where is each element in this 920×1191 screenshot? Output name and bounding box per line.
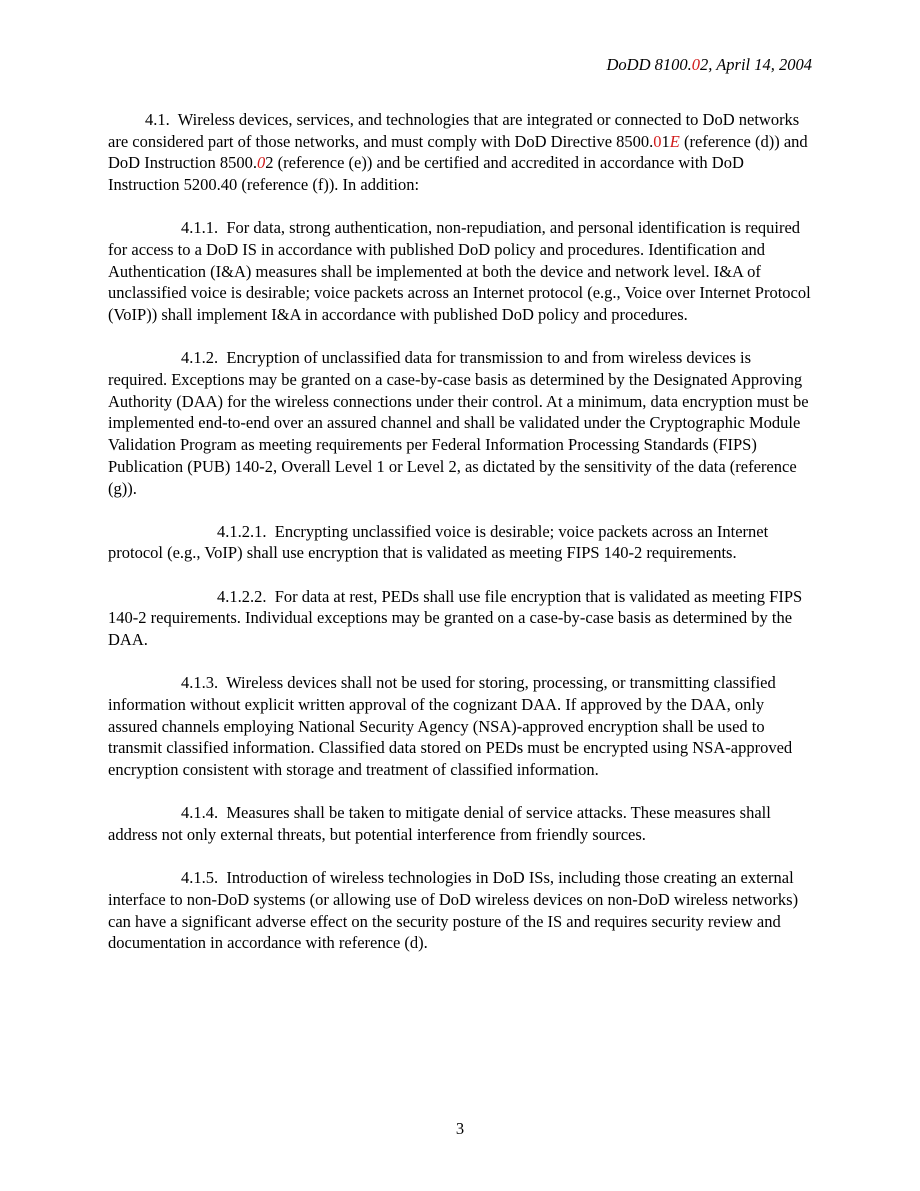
paragraph-text: Encrypting unclassified voice is desirable; voice packets across an Internet protocol (e.g., VoIP) shall use encryption that is validated as meeting FIPS 140-2 requirements. xyxy=(108,521,769,563)
paragraph-number: 4.1.1. xyxy=(181,218,219,238)
change-mark: E xyxy=(669,131,680,151)
paragraph-number: 4.1.3. xyxy=(181,673,219,693)
running-header xyxy=(607,54,813,76)
header-change-mark: 0 xyxy=(691,55,700,74)
paragraph-number: 4.1.4. xyxy=(181,803,219,823)
paragraph-number: 4.1.5. xyxy=(181,868,219,888)
change-mark: 0 xyxy=(653,131,662,151)
paragraph-text: 2 (reference (e)) and be certified and accredited in accordance with DoD Instruction 5200.40 (reference (f)). In addition: xyxy=(108,153,744,195)
paragraph-number: 4.1.2. xyxy=(181,348,219,368)
paragraph-4-1-4 xyxy=(108,802,812,845)
paragraph-text: Introduction of wireless technologies in DoD ISs, including those creating an external interface to non-DoD systems (or allowing use of DoD wireless devices on non-DoD wireless networks) can have a significant adverse effect on the security posture of the IS and requires security review and documentation in accordance with reference (d). xyxy=(108,868,799,953)
document-body xyxy=(108,109,812,976)
paragraph-text: For data, strong authentication, non-repudiation, and personal identification is required for access to a DoD IS in accordance with published DoD policy and procedures. Identification and Authentication (I&A) measures shall be implemented at both the device and network level. I&A of unclassified voice is desirable; voice packets across an Internet protocol (e.g., Voice over Internet Protocol (VoIP)) shall implement I&A in accordance with published DoD policy and procedures. xyxy=(108,218,811,325)
paragraph-text: For data at rest, PEDs shall use file encryption that is validated as meeting FIPS 140-2 requirements. Individual exceptions may be granted on a case-by-case basis as determined by the DAA. xyxy=(108,586,803,650)
page-number: 3 xyxy=(455,1119,465,1138)
paragraph-4-1-5 xyxy=(108,867,812,954)
paragraph-text: 1 xyxy=(661,131,670,151)
paragraph-text: Wireless devices, services, and technologies that are integrated or connected to DoD networks are considered part of those networks, and must comply with DoD Directive 8500. xyxy=(108,110,800,151)
paragraph-text: Encryption of unclassified data for transmission to and from wireless devices is required. Exceptions may be granted on a case-by-case basis as determined by the Designated Approving Authority (DAA) for the wireless connections under their control. At a minimum, data encryption must be implemented end-to-end over an assured channel and shall be validated under the Cryptographic Module Validation Program as meeting requirements per Federal Information Processing Standards (FIPS) Publication (PUB) 140-2, Overall Level 1 or Level 2, as dictated by the sensitivity of the data (reference (g)). xyxy=(108,348,809,498)
paragraph-4-1 xyxy=(108,109,812,196)
paragraph-text: (reference (d)) and DoD Instruction 8500. xyxy=(108,131,808,173)
paragraph-number: 4.1.2.2. xyxy=(217,586,267,606)
paragraph-4-1-2-2 xyxy=(108,586,812,651)
paragraph-text: Measures shall be taken to mitigate denial of service attacks. These measures shall address not only external threats, but potential interference from friendly sources. xyxy=(108,803,771,844)
paragraph-number: 4.1. xyxy=(145,110,170,129)
paragraph-number: 4.1.2.1. xyxy=(217,521,267,541)
paragraph-text: Wireless devices shall not be used for storing, processing, or transmitting classified information without explicit written approval of the cognizant DAA. If approved by the DAA, only assured channels employing National Security Agency (NSA)-approved encryption shall be used to transmit classified information. Classified data stored on PEDs must be encrypted using NSA-approved encryption consistent with storage and treatment of classified information. xyxy=(108,673,793,780)
paragraph-4-1-2-1 xyxy=(108,521,812,564)
header-suffix: 2, April 14, 2004 xyxy=(700,55,812,74)
header-prefix: DoDD 8100. xyxy=(606,55,692,74)
paragraph-4-1-1 xyxy=(108,217,812,326)
paragraph-4-1-2 xyxy=(108,347,812,499)
paragraph-4-1-3 xyxy=(108,672,812,781)
change-mark: 0 xyxy=(256,153,266,173)
